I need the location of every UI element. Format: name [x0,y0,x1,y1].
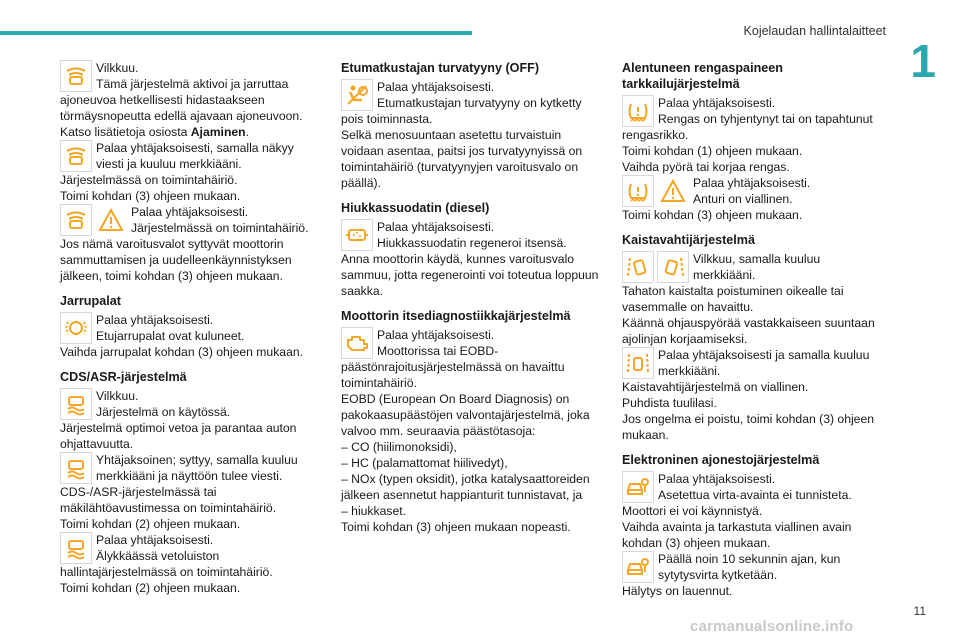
entry-text-line: Järjestelmässä on toimintahäiriö. [60,173,238,187]
skid-car-icon [60,388,92,420]
entry-text-line: Palaa yhtäjaksoisesti. [658,472,776,486]
entry-text-line: Tahaton kaistalta poistuminen oikealle tai vasemmalle on havaittu. [622,284,844,314]
reference-section-name: Ajaminen [190,125,246,139]
entry-text-line: Vilkkuu. [96,389,139,403]
entry-text-line: – CO (hiilimonoksidi), [341,440,457,454]
entry-lane-fault [622,347,884,443]
brake-pad-icon [60,312,92,344]
entry-text-line: – HC (palamattomat hiilivedyt), [341,456,508,470]
entry-text-line: EOBD (European On Board Diagnosis) on pakokaasupäästöjen valvontajärjestelmä, joka valvoo mm. seuraavia päästötasoja: [341,392,590,438]
section-heading-engine-diagnostics: Moottorin itsediagnostiikkajärjestelmä [341,309,571,323]
entry-text-line: Etumatkustajan turvatyyny on kytketty pois toiminnasta. [341,96,582,126]
entry-tyre-puncture [622,95,884,175]
header-accent-bar [0,31,472,35]
entry-text-line: Palaa yhtäjaksoisesti ja samalla kuuluu merkkiääni. [658,348,870,378]
entry-text-line: Palaa yhtäjaksoisesti. [377,80,495,94]
collision-alert-icon [60,140,92,172]
collision-alert-icon [60,60,92,92]
engine-icon [341,327,373,359]
section-heading-tyre-pressure: Alentuneen rengaspaineen tarkkailujärjestelmä [622,61,783,91]
warning-triangle-icon [95,204,127,236]
entry-alarm [622,551,884,599]
entry-text-line: Toimi kohdan (1) ohjeen mukaan. [622,144,803,158]
entry-particle-filter [341,219,603,299]
tyre-pressure-icon [622,95,654,127]
entry-collision-warning-pair [60,204,322,284]
entry-text-line: Järjestelmä on käytössä. [96,405,231,419]
entry-text-line: Hälytys on lauennut. [622,584,733,598]
page-header-title: Kojelaudan hallintalaitteet [743,24,886,38]
entry-cds-flashing [60,388,322,452]
skid-car-icon [60,532,92,564]
entry-text-line: Palaa yhtäjaksoisesti, samalla näkyy viesti ja kuuluu merkkiääni. [96,141,294,171]
collision-alert-icon [60,204,92,236]
entry-text-line: – hiukkaset. [341,504,407,518]
entry-lane-departure [622,251,884,347]
skid-car-icon [60,452,92,484]
entry-text-line: CDS-/ASR-järjestelmässä tai mäkilähtöavustimessa on toimintahäiriö. [60,485,277,515]
column-3 [622,60,884,599]
entry-text-line: Jos ongelma ei poistu, toimi kohdan (3) ohjeen mukaan. [622,412,875,442]
entry-text-line: Moottori ei voi käynnistyä. [622,504,763,518]
entry-text-line: Toimi kohdan (2) ohjeen mukaan. [60,517,241,531]
page-number: 11 [913,604,926,618]
car-key-icon [622,551,654,583]
entry-text-line: Palaa yhtäjaksoisesti. [693,176,811,190]
warning-triangle-icon [657,175,689,207]
section-heading-lane-assist: Kaistavahtijärjestelmä [622,233,756,247]
entry-text-line: Palaa yhtäjaksoisesti. [96,313,214,327]
entry-immobiliser-key [622,471,884,551]
particle-filter-icon [341,219,373,251]
entry-text-line: Yhtäjaksoinen; syttyy, samalla kuuluu merkkiääni ja näyttöön tulee viesti. [96,453,298,483]
column-2 [341,60,603,535]
entry-text-line: Järjestelmässä on toimintahäiriö. [131,221,309,235]
entry-text-line: – NOx (typen oksidit), jotka katalysaattoreiden jälkeen asennetut happianturit tunnistavat, ja [341,472,590,502]
entry-text-line: Palaa yhtäjaksoisesti. [658,96,776,110]
watermark-text: carmanualsonline.info [690,618,854,635]
entry-text-line: Toimi kohdan (3) ohjeen mukaan. [622,208,803,222]
entry-text-line: Selkä menosuuntaan asetettu turvaistuin voidaan asentaa, paitsi jos turvatyynyissä on toimintahäiriö (turvatyynyjen varoitusvalo on päällä). [341,128,583,190]
section-heading-particle-filter: Hiukkassuodatin (diesel) [341,201,490,215]
entry-text-line: Toimi kohdan (2) ohjeen mukaan. [60,581,241,595]
entry-text-line: Jos nämä varoitusvalot syttyvät moottorin sammuttamisen ja uudelleenkäynnistyksen jälkeen, toimi kohdan (3) ohjeen mukaan. [60,237,292,283]
entry-text-line: Puhdista tuulilasi. [622,396,717,410]
entry-text-line: Moottorissa tai EOBD-päästönrajoitusjärjestelmässä on havaittu toimintahäiriö. [341,344,565,390]
entry-text-line: Vaihda jarrupalat kohdan (3) ohjeen mukaan. [60,345,304,359]
entry-text-line: Tämä järjestelmä aktivoi ja jarruttaa ajoneuvoa hetkellisesti hidastaakseen törmäysnopeutta edellä ajavaan ajoneuvoon. [60,77,303,123]
car-key-icon [622,471,654,503]
entry-text-line: Vilkkuu, samalla kuuluu merkkiääni. [693,252,821,282]
entry-text-line: Vaihda avainta ja tarkastuta viallinen avain kohdan (3) ohjeen mukaan. [622,520,852,550]
entry-airbag-off [341,79,603,191]
lane-departure-left-icon [622,251,654,283]
entry-text-line: Kaistavahtijärjestelmä on viallinen. [622,380,809,394]
entry-text-line: Käännä ohjauspyörää vastakkaiseen suuntaan ajolinjan korjaamiseksi. [622,316,875,346]
entry-collision-fault [60,140,322,204]
entry-text-line: Palaa yhtäjaksoisesti. [96,533,214,547]
lane-assist-fault-icon [622,347,654,379]
section-heading-immobiliser: Elektroninen ajonestojärjestelmä [622,453,820,467]
entry-text-line: Hiukkassuodatin regeneroi itsensä. [377,236,567,250]
entry-text-line: Asetettua virta-avainta ei tunnisteta. [658,488,852,502]
entry-text-line: Anna moottorin käydä, kunnes varoitusvalo sammuu, jotta regenerointi voi toteutua loppuun saakka. [341,252,599,298]
column-1 [60,60,322,596]
lane-departure-right-icon [657,251,689,283]
entry-text-line: Päällä noin 10 sekunnin ajan, kun sytytysvirta kytketään. [658,552,841,582]
entry-text-line: Palaa yhtäjaksoisesti. [131,205,249,219]
entry-text-line: Palaa yhtäjaksoisesti. [377,328,495,342]
entry-collision-flashing [60,60,322,140]
section-heading-airbag: Etumatkustajan turvatyyny (OFF) [341,61,540,75]
entry-tyre-sensor [622,175,884,223]
entry-engine-diagnostics [341,327,603,535]
section-heading-brake-pads: Jarrupalat [60,294,121,308]
tyre-pressure-icon [622,175,654,207]
entry-text-line: Toimi kohdan (3) ohjeen mukaan. [60,189,241,203]
chapter-number: 1 [910,35,936,87]
entry-text-line: Palaa yhtäjaksoisesti. [377,220,495,234]
airbag-off-icon [341,79,373,111]
entry-text-line: Järjestelmä optimoi vetoa ja parantaa auton ohjattavuutta. [60,421,297,451]
entry-text-line: Etujarrupalat ovat kuluneet. [96,329,245,343]
entry-text-line: Anturi on viallinen. [693,192,793,206]
entry-text-line: Rengas on tyhjentynyt tai on tapahtunut rengasrikko. [622,112,873,142]
entry-text-line: Toimi kohdan (3) ohjeen mukaan nopeasti. [341,520,571,534]
section-heading-cds-asr: CDS/ASR-järjestelmä [60,370,187,384]
entry-traction-fault [60,532,322,596]
entry-text-line: Vilkkuu. [96,61,139,75]
entry-text-line: Vaihda pyörä tai korjaa rengas. [622,160,790,174]
entry-cds-fault [60,452,322,532]
entry-text-line: Katso lisätietoja osiosta Ajaminen. [60,125,249,139]
entry-text-line: Älykkäässä vetoluiston hallintajärjestelmässä on toimintahäiriö. [60,549,273,579]
entry-brake-pads [60,312,322,360]
